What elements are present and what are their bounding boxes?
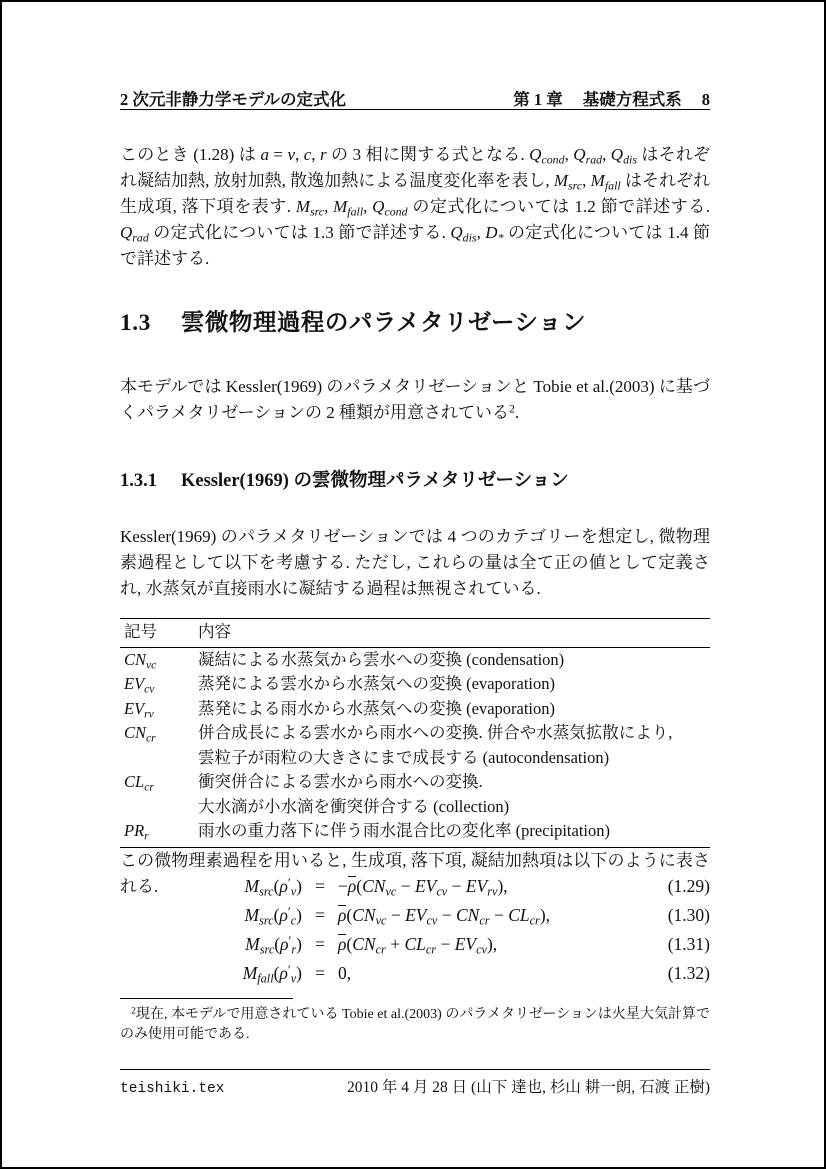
symbol-cell: $CL_{cr}$: [124, 772, 154, 794]
equation-rhs: $-\rho(CN_{vc} - EV_{cv} - EV_{rv})$,: [338, 876, 508, 899]
table-header-row: [120, 619, 710, 648]
equation-lhs: $M_{src}(\rho'_v)$: [244, 874, 302, 899]
equation-rhs: 0,: [338, 963, 352, 983]
equation-relation: =: [315, 905, 325, 925]
equation-number: (1.29): [667, 876, 710, 896]
chapter-number: 第 1 章: [513, 90, 563, 109]
description-cell: 蒸発による雲水から水蒸気への変換 (evaporation): [198, 674, 555, 693]
equation-row: [120, 963, 710, 992]
table-row: [120, 819, 710, 847]
section-number: 1.3: [120, 310, 151, 336]
page-header: [120, 86, 710, 110]
table-row: [120, 672, 710, 697]
description-cell: 併合成長による雲水から雨水への変換. 併合や水蒸気拡散により, 雲粒子が雨粒の大きさにまで成長する (autocondensation): [198, 723, 673, 767]
table-row: [120, 697, 710, 722]
section-title: 雲微物理過程のパラメタリゼーション: [180, 310, 587, 336]
footnote-marker: 2: [131, 1005, 136, 1017]
symbol-cell: $CN_{vc}$: [124, 649, 157, 671]
running-head-right: [513, 86, 710, 110]
table-row: [120, 721, 710, 770]
page-footer: [120, 1069, 710, 1097]
equation-block: [120, 876, 710, 992]
table-row: [120, 770, 710, 819]
header-rule: [120, 109, 710, 110]
description-cell: 衝突併合による雲水から雨水への変換. 大水滴が小水滴を衝突併合する (collection): [198, 772, 510, 816]
equation-number: (1.32): [667, 963, 710, 983]
symbol-cell: $PR_r$: [120, 819, 194, 847]
symbol-cell: $EV_{cv}$: [124, 674, 155, 696]
equation-lhs: $M_{src}(\rho'_c)$: [244, 903, 302, 928]
column-header-description: 内容: [194, 619, 710, 648]
equation-number: (1.30): [667, 905, 710, 925]
symbol-cell: $EV_{rv}$: [124, 698, 154, 720]
subsection-number: 1.3.1: [120, 471, 157, 491]
description-cell: 凝結による水蒸気から雲水への変換 (condensation): [198, 649, 565, 669]
description-cell: 雨水の重力落下に伴う雨水混合比の変化率 (precipitation): [194, 819, 710, 847]
equation-relation: =: [315, 963, 325, 983]
equation-rhs: $\rho(CN_{vc} - EV_{cv} - CN_{cr} - CL_{cr})$,: [338, 905, 551, 928]
table-row: [120, 647, 710, 672]
equation-relation: =: [315, 934, 325, 954]
footnote-rule: [120, 998, 293, 999]
section-heading: [120, 303, 710, 337]
intro-paragraph: このとき (1.28) は a = v, c, r の 3 相に関する式となる. $Q_{cond}$, $Q_{rad}$, $Q_{dis}$ はそれぞれ凝結加熱, 放射加熱, 散逸加熱による温度変化率を表し, $M_{src}$, $M_{fall}$ はそれぞれ生成項, 落下項を表す. $M_{src}$, $M_{fall}$, $Q_{cond}$ の定式化については 1.2 節で詳述する. $Q_{rad}$ の定式化については 1.3 節で詳述する. $Q_{dis}$, $D_*$ の定式化については 1.4 節で詳述する.: [120, 145, 711, 268]
post-table-paragraph: この微物理素過程を用いると, 生成項, 落下項, 凝結加熱項は以下のように表される.: [120, 851, 710, 896]
subsection-heading: [120, 466, 710, 492]
symbol-table: [120, 618, 710, 848]
equation-row: [120, 905, 710, 934]
equation-rhs: $\rho(CN_{cr} + CL_{cr} - EV_{cv})$,: [338, 934, 498, 957]
subsection-title: Kessler(1969) の雲微物理パラメタリゼーション: [181, 471, 569, 491]
symbol-cell: $CN_{cr}$: [124, 723, 156, 745]
page-number: 8: [701, 90, 710, 109]
symbol-table-body: [120, 647, 710, 847]
running-head-left: 2 次元非静力学モデルの定式化: [120, 90, 347, 109]
description-cell: 蒸発による雨水から水蒸気への変換 (evaporation): [198, 698, 555, 718]
equation-number: (1.31): [667, 934, 710, 954]
column-header-symbol: 記号: [120, 619, 194, 648]
equation-row: [120, 876, 710, 905]
equation-lhs: $M_{src}(\rho'_r)$: [245, 932, 302, 957]
footer-date-authors: 2010 年 4 月 28 日 (山下 達也, 杉山 耕一朗, 石渡 正樹): [347, 1079, 710, 1096]
footer-filename: teishiki.tex: [120, 1081, 225, 1097]
equation-relation: =: [315, 876, 325, 896]
footnote: [120, 1005, 710, 1045]
equation-lhs: $M_{fall}(\rho'_v)$: [242, 961, 302, 986]
subsection-intro-paragraph: Kessler(1969) のパラメタリゼーションでは 4 つのカテゴリーを想定し, 微物理素過程として以下を考慮する. ただし, これらの量は全て正の値として定義され, 水蒸気が直接雨水に凝結する過程は無視されている.: [120, 527, 710, 598]
section-intro-paragraph: 本モデルでは Kessler(1969) のパラメタリゼーションと Tobie et al.(2003) に基づくパラメタリゼーションの 2 種類が用意されている$^2$.: [120, 377, 710, 422]
chapter-title: 基礎方程式系: [582, 90, 682, 109]
footnote-text: 現在, 本モデルで用意されている Tobie et al.(2003) のパラメタリゼーションは火星大気計算でのみ使用可能である.: [120, 1007, 710, 1042]
equation-row: [120, 934, 710, 963]
